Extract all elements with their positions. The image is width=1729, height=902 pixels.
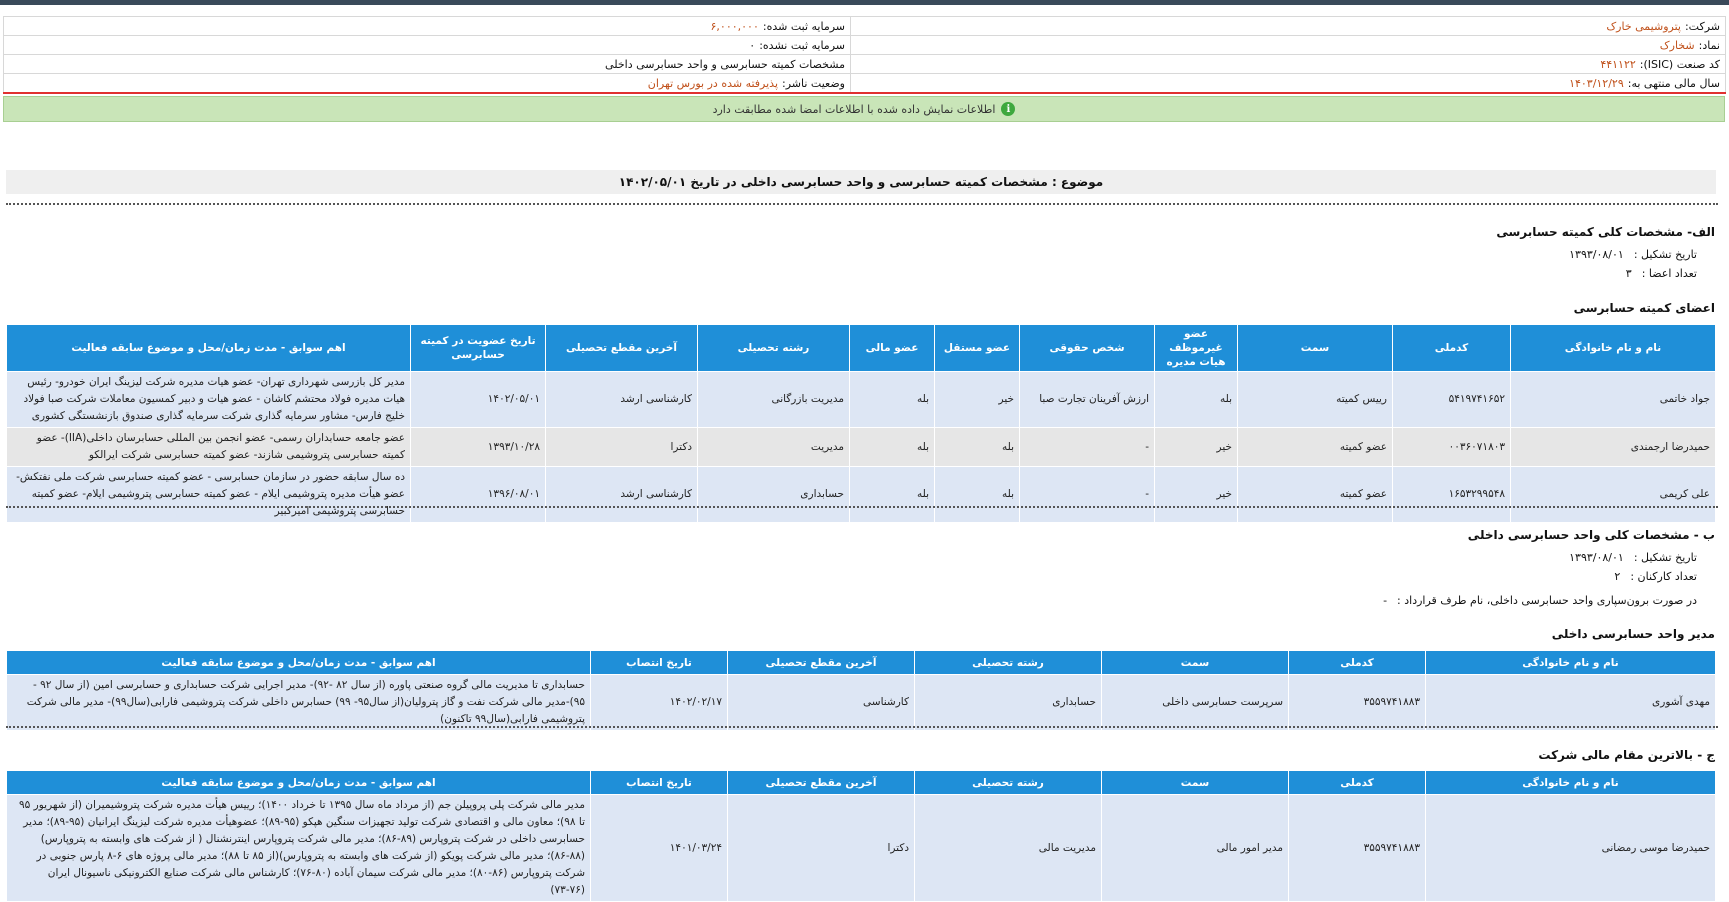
column-header[interactable]: تاریخ انتصاب bbox=[591, 771, 728, 795]
table-cell: ارزش آفرینان تجارت صبا bbox=[1020, 372, 1155, 428]
dotted-divider bbox=[6, 506, 1718, 508]
table-cell: حسابداری تا مدیریت مالی گروه صنعتی پاوره (از سال ۸۲ -۹۲)- مدیر اجرایی شرکت حسابداری و حسابرسی امین (از سال ۹۲ - ۹۵)-مدیر مالی شرکت نفت و گاز پترولیان(از سال۹۵- ۹۹) حسابرس داخلی شرکت پتروشیمی فارابی(سال۹۹)- مدیر مالی شرکت پتروشیمی فارابی(سال۹۹ تاکنون) bbox=[7, 675, 591, 731]
section-b-title: ب - مشخصات کلی واحد حسابرسی داخلی bbox=[1467, 528, 1715, 542]
table-cell: بله bbox=[850, 428, 935, 467]
table-cell: مهدی آشوری bbox=[1426, 675, 1716, 731]
column-header[interactable]: رشته تحصیلی bbox=[915, 771, 1102, 795]
fiscal-cell: سال مالی منتهی به:۱۴۰۳/۱۲/۲۹ bbox=[851, 74, 1726, 94]
section-a-title: الف- مشخصات کلی کمیته حسابرسی bbox=[1496, 225, 1715, 239]
verification-notice bbox=[3, 96, 1725, 122]
column-header[interactable]: نام و نام خانوادگی bbox=[1426, 651, 1716, 675]
table-cell: حمیدرضا ارجمندی bbox=[1511, 428, 1716, 467]
column-header[interactable]: آخرین مقطع تحصیلی bbox=[728, 651, 915, 675]
table-cell: ۱۳۹۶/۰۸/۰۱ bbox=[411, 467, 546, 523]
table-cell: حسابداری bbox=[915, 675, 1102, 731]
symbol-cell: نماد:شخارک bbox=[851, 36, 1726, 55]
table-cell: ۳۵۵۹۷۴۱۸۸۳ bbox=[1289, 675, 1426, 731]
committee-members-table bbox=[6, 324, 1716, 523]
publisher-value: پذیرفته شده در بورس تهران bbox=[647, 76, 779, 90]
table-cell: حسابداری bbox=[698, 467, 850, 523]
table-cell: ۳۵۵۹۷۴۱۸۸۳ bbox=[1289, 795, 1426, 902]
unit-staff-count: تعداد کارکنان :۲ bbox=[1614, 570, 1697, 583]
isic-value: ۴۴۱۱۲۲ bbox=[1600, 57, 1636, 71]
table-cell: ۵۴۱۹۷۴۱۶۵۲ bbox=[1393, 372, 1511, 428]
column-header[interactable]: نام و نام خانوادگی bbox=[1511, 325, 1716, 372]
column-header[interactable]: آخرین مقطع تحصیلی bbox=[546, 325, 698, 372]
table-row bbox=[7, 675, 1716, 731]
table-cell: عضو کمیته bbox=[1238, 467, 1393, 523]
table-cell: سرپرست حسابرسی داخلی bbox=[1102, 675, 1289, 731]
table-cell: بله bbox=[850, 467, 935, 523]
committee-members-title: اعضای کمیته حسابرسی bbox=[1573, 301, 1715, 315]
column-header[interactable]: عضو مالی bbox=[850, 325, 935, 372]
column-header[interactable]: آخرین مقطع تحصیلی bbox=[728, 771, 915, 795]
table-cell: مدیریت مالی bbox=[915, 795, 1102, 902]
table-cell: بله bbox=[850, 372, 935, 428]
table-cell: کارشناسی ارشد bbox=[546, 372, 698, 428]
internal-audit-manager-title: مدیر واحد حسابرسی داخلی bbox=[1551, 627, 1715, 641]
table-cell: دکترا bbox=[728, 795, 915, 902]
column-header[interactable]: عضو مستقل bbox=[935, 325, 1020, 372]
table-row bbox=[7, 372, 1716, 428]
table-cell: بله bbox=[935, 428, 1020, 467]
info-icon: i bbox=[1001, 102, 1015, 116]
table-cell: کارشناسی bbox=[728, 675, 915, 731]
table-cell: مدیر امور مالی bbox=[1102, 795, 1289, 902]
company-cell: شرکت:پتروشیمی خارک bbox=[851, 17, 1726, 36]
table-cell: مدیر کل بازرسی شهرداری تهران- عضو هیات مدیره شرکت لیزینگ ایران خودرو- رئیس هیات مدیره فولاد محتشم کاشان - عضو هیات و دبیر کمسیون معاملات شرکت صبا فولاد خلیج فارس- مشاور سرمایه گذاری شرکت سرمایه گذاری صندوق بازنشستگی کشوری bbox=[7, 372, 411, 428]
column-header[interactable]: شخص حقوقی bbox=[1020, 325, 1155, 372]
table-row bbox=[7, 428, 1716, 467]
fiscal-value: ۱۴۰۳/۱۲/۲۹ bbox=[1569, 76, 1624, 90]
committee-formation-date: تاریخ تشکیل :۱۳۹۳/۰۸/۰۱ bbox=[1569, 248, 1697, 261]
table-cell: ۱۶۵۳۲۹۹۵۴۸ bbox=[1393, 467, 1511, 523]
table-cell: بله bbox=[935, 467, 1020, 523]
unit-formation-date: تاریخ تشکیل :۱۳۹۳/۰۸/۰۱ bbox=[1569, 551, 1697, 564]
outsourcing-info: در صورت برون‌سپاری واحد حسابرسی داخلی، نام طرف قرارداد :- bbox=[1383, 594, 1697, 607]
unreg-capital-value: ۰ bbox=[749, 38, 756, 52]
column-header[interactable]: کدملی bbox=[1289, 651, 1426, 675]
table-cell: ۱۴۰۲/۰۵/۰۱ bbox=[411, 372, 546, 428]
dotted-divider bbox=[6, 726, 1718, 728]
column-header[interactable]: تاریخ عضویت در کمیته حسابرسی bbox=[411, 325, 546, 372]
table-cell: - bbox=[1020, 428, 1155, 467]
table-cell: مدیر مالی شرکت پلی پروپیلن جم (از مرداد ماه سال ۱۳۹۵ تا خرداد ۱۴۰۰)؛ رییس هیأت مدیره شرکت پتروشیمیران (از شهریور ۹۵ تا ۹۸)؛ معاون مالی و اقتصادی شرکت تولید تجهیزات سنگین هپکو (۹۵-۸۹)؛ عضوهیأت مدیره شرکت لیزینگ ایرانیان (۹۵-۸۹)؛ مدیر حسابرسی داخلی در شرکت پتروپارس (۸۹-۸۶)؛ مدیر مالی شرکت پتروپارس اینترنشنال ( از شرکت های وابسته به پتروپارس) (۸۸-۸۶)؛ مدیر مالی شرکت پویکو (از شرکت های وابسته به پتروپارس)(از ۸۵ تا ۸۸)؛ مدیر مالی پروژه های ۶-۸ پارس جنوبی در شرکت پتروپارس (۸۶-۸۰)؛ مدیر مالی شرکت سیمان آباده (۸۰-۷۶)؛ کارشناس مالی شرکت صنایع الکترونیکی ناسیونال ایران (۷۶-۷۳) bbox=[7, 795, 591, 902]
table-cell: - bbox=[1020, 467, 1155, 523]
notice-text: اطلاعات نمایش داده شده با اطلاعات امضا شده مطابقت دارد bbox=[712, 102, 996, 116]
report-title: مشخصات کمیته حسابرسی و واحد حسابرسی داخلی bbox=[605, 57, 845, 71]
column-header[interactable]: سمت bbox=[1102, 771, 1289, 795]
committee-members-count: تعداد اعضا :۳ bbox=[1625, 267, 1697, 280]
table-cell: خیر bbox=[935, 372, 1020, 428]
column-header[interactable]: کدملی bbox=[1289, 771, 1426, 795]
table-cell: دکترا bbox=[546, 428, 698, 467]
table-cell: مدیریت بازرگانی bbox=[698, 372, 850, 428]
isic-cell: کد صنعت (ISIC):۴۴۱۱۲۲ bbox=[851, 55, 1726, 74]
table-cell: عضو جامعه حسابداران رسمی- عضو انجمن بین المللی حسابرسان داخلی(IIA)- عضو کمیته حسابرسی پتروشیمی شازند- عضو کمیته حسابرسی شرکت ایرالکو bbox=[7, 428, 411, 467]
table-cell: ۱۳۹۳/۱۰/۲۸ bbox=[411, 428, 546, 467]
table-cell: رییس کمیته bbox=[1238, 372, 1393, 428]
table-cell: کارشناسی ارشد bbox=[546, 467, 698, 523]
table-cell: حمیدرضا موسی رمضانی bbox=[1426, 795, 1716, 902]
table-row bbox=[7, 467, 1716, 523]
table-cell: ۱۴۰۱/۰۳/۲۴ bbox=[591, 795, 728, 902]
column-header[interactable]: سمت bbox=[1102, 651, 1289, 675]
table-header-row bbox=[7, 325, 1716, 372]
table-cell: عضو کمیته bbox=[1238, 428, 1393, 467]
table-cell: ۱۴۰۲/۰۲/۱۷ bbox=[591, 675, 728, 731]
report-title-cell bbox=[4, 55, 851, 74]
column-header[interactable]: اهم سوابق - مدت زمان/محل و موضوع سابقه فعالیت bbox=[7, 651, 591, 675]
table-cell: ۰۰۳۶۰۷۱۸۰۳ bbox=[1393, 428, 1511, 467]
internal-audit-manager-table bbox=[6, 650, 1716, 731]
column-header[interactable]: عضو غیرموظف هیات مدیره bbox=[1155, 325, 1238, 372]
column-header[interactable]: نام و نام خانوادگی bbox=[1426, 771, 1716, 795]
column-header[interactable]: تاریخ انتصاب bbox=[591, 651, 728, 675]
header-info-table bbox=[3, 16, 1726, 94]
subject-title: موضوع : مشخصات کمیته حسابرسی و واحد حسابرسی داخلی در تاریخ ۱۴۰۲/۰۵/۰۱ bbox=[6, 170, 1716, 194]
table-cell: خیر bbox=[1155, 467, 1238, 523]
table-cell: جواد خاتمی bbox=[1511, 372, 1716, 428]
table-header-row bbox=[7, 771, 1716, 795]
table-cell: مدیریت bbox=[698, 428, 850, 467]
publisher-cell: وضعیت ناشر:پذیرفته شده در بورس تهران bbox=[4, 74, 851, 94]
table-row bbox=[7, 795, 1716, 902]
column-header[interactable]: کدملی bbox=[1393, 325, 1511, 372]
reg-capital-value: ۶,۰۰۰,۰۰۰ bbox=[710, 19, 759, 33]
table-cell: بله bbox=[1155, 372, 1238, 428]
unreg-capital-cell: سرمایه ثبت نشده:۰ bbox=[4, 36, 851, 55]
table-cell: علی کریمی bbox=[1511, 467, 1716, 523]
section-c-title: ج - بالاترین مقام مالی شرکت bbox=[1538, 748, 1715, 762]
column-header[interactable]: اهم سوابق - مدت زمان/محل و موضوع سابقه فعالیت bbox=[7, 771, 591, 795]
column-header[interactable]: رشته تحصیلی bbox=[698, 325, 850, 372]
table-cell: ده سال سابقه حضور در سازمان حسابرسی - عضو کمیته حسابرسی شرکت ملی نفتکش- عضو هیأت مدیره پتروشیمی ایلام - عضو کمیته حسابرسی پتروشیمی ایلام- عضو کمیته حسابرسی پتروشیمی امیرکبیر bbox=[7, 467, 411, 523]
cfo-table bbox=[6, 770, 1716, 902]
symbol-value[interactable]: شخارک bbox=[1659, 38, 1695, 52]
table-cell: خیر bbox=[1155, 428, 1238, 467]
top-bar bbox=[0, 0, 1729, 5]
column-header[interactable]: رشته تحصیلی bbox=[915, 651, 1102, 675]
dotted-divider bbox=[6, 203, 1718, 205]
reg-capital-cell: سرمایه ثبت شده:۶,۰۰۰,۰۰۰ bbox=[4, 17, 851, 36]
column-header[interactable]: سمت bbox=[1238, 325, 1393, 372]
column-header[interactable]: اهم سوابق - مدت زمان/محل و موضوع سابقه فعالیت bbox=[7, 325, 411, 372]
table-header-row bbox=[7, 651, 1716, 675]
company-value[interactable]: پتروشیمی خارک bbox=[1606, 19, 1681, 33]
